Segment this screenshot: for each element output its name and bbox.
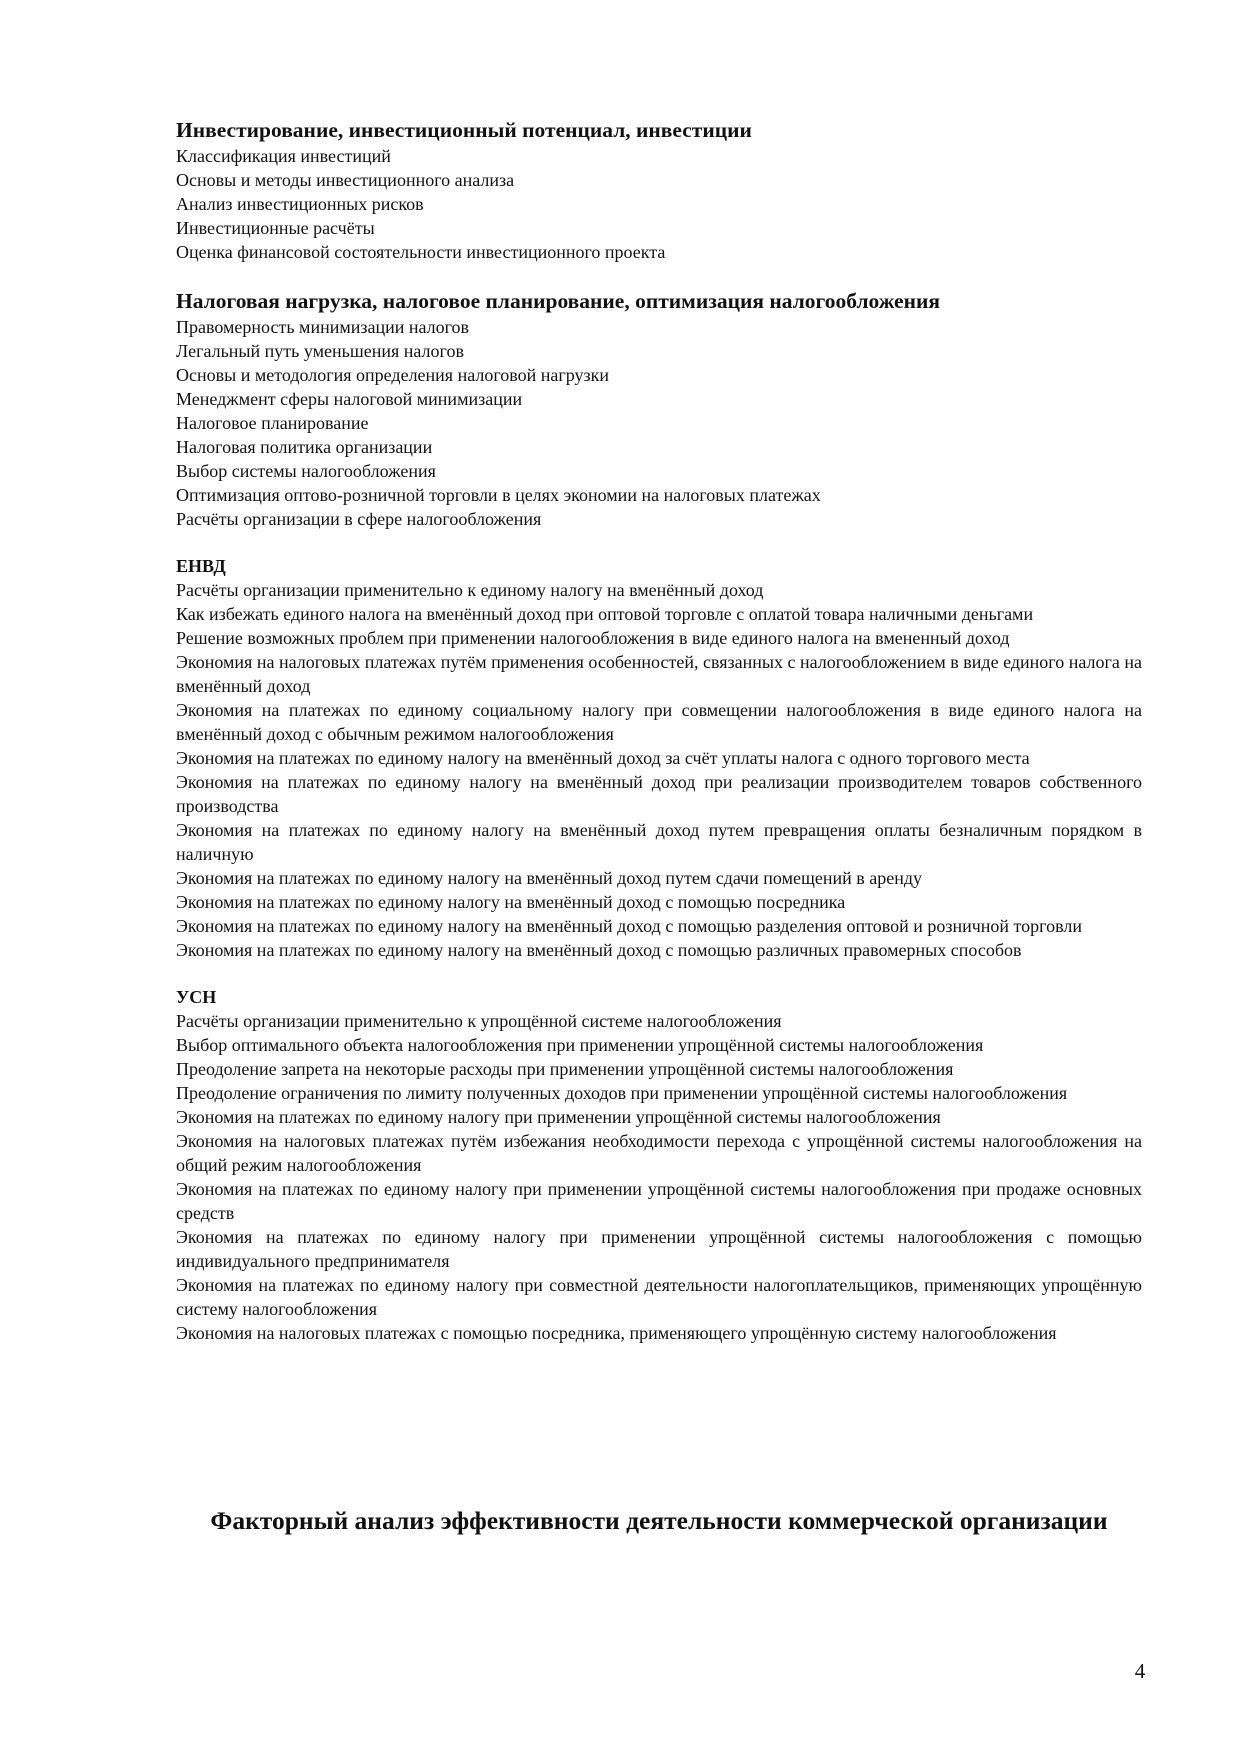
list-item: Выбор оптимального объекта налогообложения при применении упрощённой системы налогообложения [176, 1035, 984, 1055]
list-item: Преодоление ограничения по лимиту полученных доходов при применении упрощённой системы налогообложения [176, 1083, 1068, 1103]
list-item: Экономия на налоговых платежах путём применения особенностей, связанных с налогообложением в виде единого налога на вменённый доход [176, 652, 1142, 696]
list-item: Экономия на налоговых платежах с помощью посредника, применяющего упрощённую систему налогообложения [176, 1323, 1057, 1343]
list-item: Налоговое планирование [176, 413, 369, 433]
list-item: Оптимизация оптово-розничной торговли в целях экономии на налоговых платежах [176, 485, 821, 505]
list-item: Экономия на платежах по единому социальному налогу при совмещении налогообложения в виде единого налога на вменённый доход с обычным режимом налогообложения [176, 700, 1142, 744]
section-heading: Инвестирование, инвестиционный потенциал, инвестиции [176, 118, 752, 142]
list-item: Экономия на платежах по единому налогу на вменённый доход путем превращения оплаты безналичным порядком в наличную [176, 820, 1142, 864]
list-item: Экономия на платежах по единому налогу при применении упрощённой системы налогообложения с помощью индивидуального предпринимателя [176, 1227, 1142, 1271]
list-item: Решение возможных проблем при применении налогообложения в виде единого налога на вмененный доход [176, 628, 1010, 648]
list-item: Как избежать единого налога на вменённый доход при оптовой торговле с оплатой товара наличными деньгами [176, 604, 1034, 624]
chapter-title: Факторный анализ эффективности деятельности коммерческой организации [210, 1506, 1108, 1535]
list-item: Экономия на платежах по единому налогу на вменённый доход с помощью различных правомерных способов [176, 940, 1022, 960]
section-item-list [176, 578, 1142, 962]
list-item: Экономия на платежах по единому налогу на вменённый доход с помощью разделения оптовой и розничной торговли [176, 916, 1082, 936]
section-item-list [176, 315, 1142, 531]
section-item-list [176, 1009, 1142, 1345]
list-item: Преодоление запрета на некоторые расходы при применении упрощённой системы налогообложения [176, 1059, 954, 1079]
list-item: Экономия на платежах по единому налогу при применении упрощённой системы налогообложения при продаже основных средств [176, 1179, 1142, 1223]
list-item: Оценка финансовой состоятельности инвестиционного проекта [176, 242, 666, 262]
list-item: Экономия на платежах по единому налогу при совместной деятельности налогоплательщиков, применяющих упрощённую систему налогообложения [176, 1275, 1142, 1319]
section-heading: Налоговая нагрузка, налоговое планирование, оптимизация налогообложения [176, 289, 941, 313]
document-body [176, 116, 1142, 1345]
section-investment [176, 116, 1142, 264]
list-item: Расчёты организации применительно к единому налогу на вменённый доход [176, 580, 764, 600]
list-item: Легальный путь уменьшения налогов [176, 341, 464, 361]
list-item: Экономия на платежах по единому налогу на вменённый доход с помощью посредника [176, 892, 846, 912]
section-usn [176, 985, 1142, 1345]
list-item: Менеджмент сферы налоговой минимизации [176, 389, 523, 409]
list-item: Инвестиционные расчёты [176, 218, 375, 238]
list-item: Правомерность минимизации налогов [176, 317, 470, 337]
list-item: Анализ инвестиционных рисков [176, 194, 424, 214]
list-item: Основы и методы инвестиционного анализа [176, 170, 515, 190]
section-heading: УСН [176, 987, 217, 1007]
list-item: Расчёты организации применительно к упрощённой системе налогообложения [176, 1011, 782, 1031]
section-item-list [176, 144, 1142, 264]
list-item: Классификация инвестиций [176, 146, 391, 166]
list-item: Основы и методология определения налоговой нагрузки [176, 365, 610, 385]
page-number: 4 [1134, 1659, 1146, 1683]
list-item: Расчёты организации в сфере налогообложения [176, 509, 542, 529]
list-item: Экономия на налоговых платежах путём избежания необходимости перехода с упрощённой системы налогообложения на общий режим налогообложения [176, 1131, 1142, 1175]
section-envd [176, 554, 1142, 962]
section-tax-planning [176, 287, 1142, 531]
list-item: Экономия на платежах по единому налогу на вменённый доход за счёт уплаты налога с одного торгового места [176, 748, 1030, 768]
list-item: Экономия на платежах по единому налогу при применении упрощённой системы налогообложения [176, 1107, 941, 1127]
list-item: Экономия на платежах по единому налогу на вменённый доход при реализации производителем товаров собственного производства [176, 772, 1142, 816]
list-item: Налоговая политика организации [176, 437, 433, 457]
list-item: Выбор системы налогообложения [176, 461, 436, 481]
list-item: Экономия на платежах по единому налогу на вменённый доход путем сдачи помещений в аренду [176, 868, 922, 888]
section-heading: ЕНВД [176, 556, 226, 576]
